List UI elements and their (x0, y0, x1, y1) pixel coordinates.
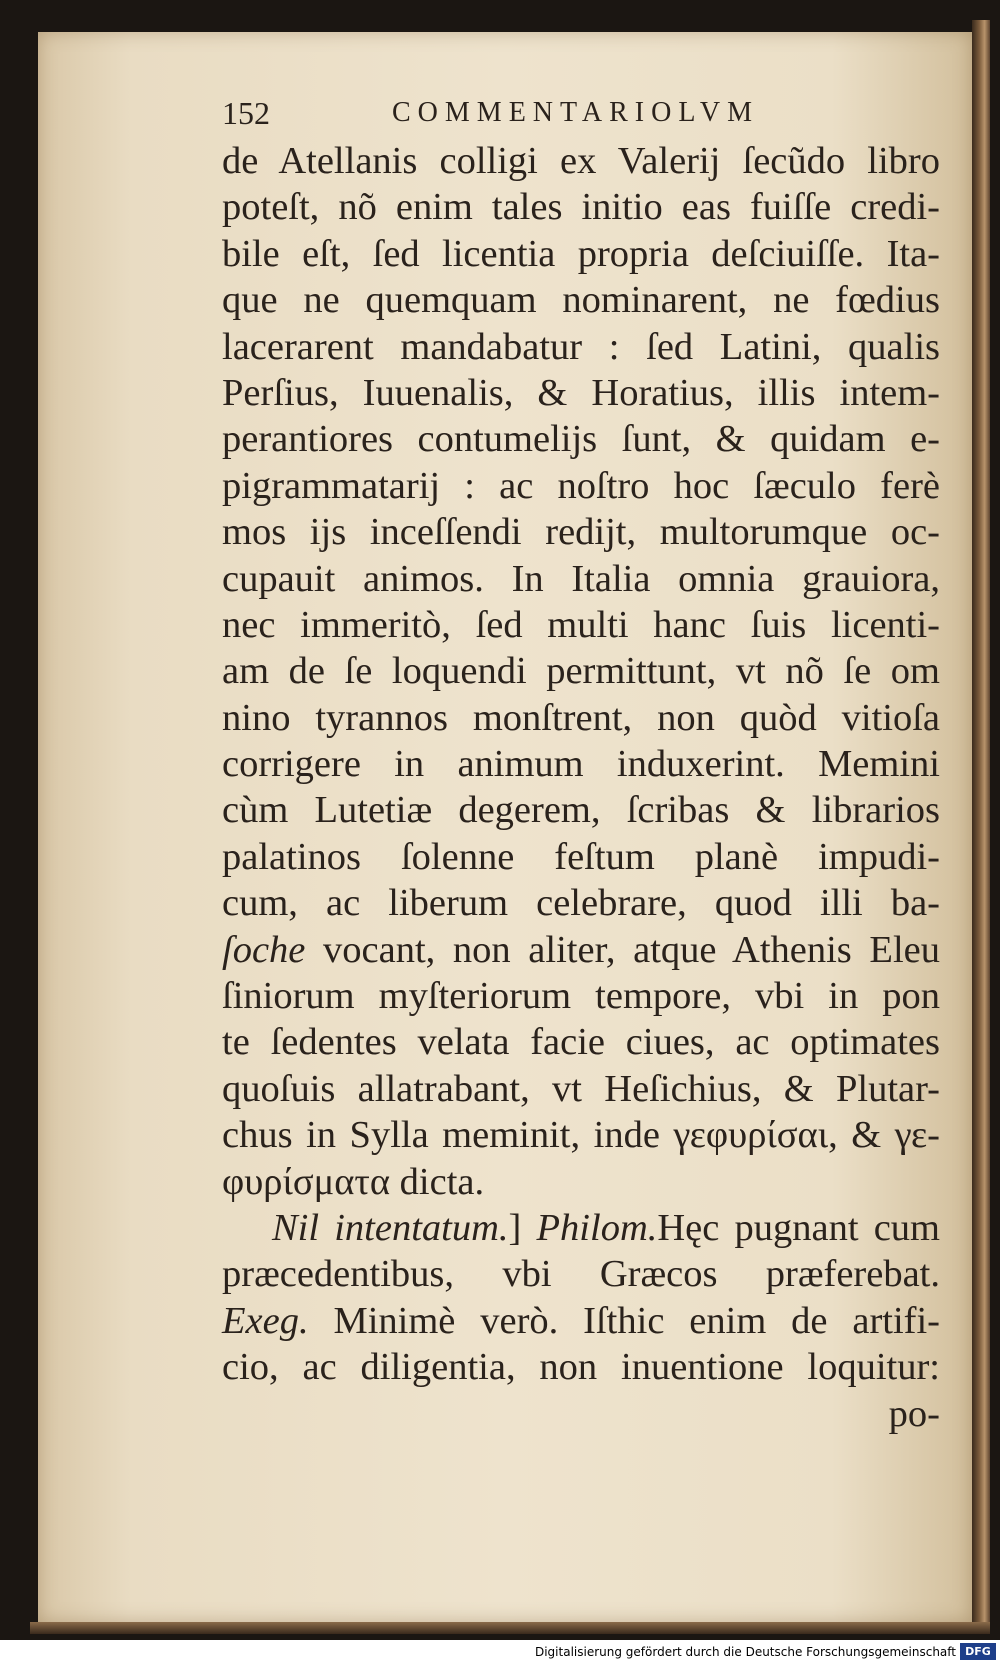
body-text (222, 138, 940, 1437)
text-line: te ſedentes velata facie ciues, ac optimates (222, 1021, 940, 1064)
text-line (222, 927, 940, 973)
running-title: COMMENTARIOLVM (392, 97, 759, 128)
text-line: chus in Sylla meminit, inde γεφυρίσαι, & γε- (222, 1114, 940, 1157)
speaker-philom: Philom. (536, 1206, 658, 1249)
catchword: po- (888, 1392, 940, 1435)
text-line: præcedentibus, vbi Græcos præferebat. (222, 1253, 940, 1296)
text-line: bile eſt, ſed licentia propria deſciuiſſe. Ita- (222, 232, 940, 275)
page-edge-bottom (30, 1622, 990, 1634)
text-line: mos ijs inceſſendi redijt, multorumque oc- (222, 511, 940, 554)
speaker-exeg: Exeg. (222, 1299, 309, 1342)
text-line: poteſt, nõ enim tales initio eas fuiſſe credi- (222, 186, 940, 229)
text-line: que ne quemquam nominarent, ne fœdius (222, 279, 940, 322)
text-line: corrigere in animum induxerint. Memini (222, 743, 940, 786)
text-span: Minimè verò. Iſthic enim de artifi- (308, 1299, 940, 1342)
italic-term: ſoche (222, 928, 306, 971)
funding-credit: Digitalisierung gefördert durch die Deutsche Forschungsgemeinschaft (534, 1645, 956, 1659)
page-edge-right (972, 20, 990, 1625)
text-line (222, 1298, 940, 1344)
text-line: palatinos ſolenne feſtum planè impudi- (222, 835, 940, 878)
text-line: am de ſe loquendi permittunt, vt nõ ſe om (222, 650, 940, 693)
bracket: ] (508, 1206, 537, 1249)
text-line: φυρίσματα dicta. (222, 1160, 485, 1203)
text-span: Hęc pugnant cum (657, 1206, 940, 1249)
text-line: ſiniorum myſteriorum tempore, vbi in pon (222, 975, 940, 1018)
text-line: perantiores contumelijs ſunt, & quidam e- (222, 418, 940, 461)
text-line: de Atellanis colligi ex Valerij ſecũdo libro (222, 140, 940, 182)
text-line: cum, ac liberum celebrare, quod illi ba- (222, 882, 940, 925)
text-line: cio, ac diligentia, non inuentione loquitur: (222, 1346, 940, 1389)
text-line: cupauit animos. In Italia omnia grauiora, (222, 557, 940, 600)
text-line: cùm Lutetiæ degerem, ſcribas & librarios (222, 789, 940, 832)
text-line: nino tyrannos monſtrent, non quòd vitioſa (222, 696, 940, 739)
running-head (222, 95, 942, 135)
text-line: quoſuis allatrabant, vt Heſichius, & Plutar- (222, 1067, 940, 1110)
page-number: 152 (222, 95, 270, 131)
text-span: vocant, non aliter, atque Athenis Eleu (305, 928, 940, 971)
text-line: nec immeritò, ſed multi hanc ſuis licenti- (222, 603, 940, 646)
text-line: pigrammatarij : ac noſtro hoc ſæculo ferè (222, 464, 940, 507)
text-line: Perſius, Iuuenalis, & Horatius, illis intem- (222, 371, 940, 414)
lemma: Nil intentatum. (272, 1206, 509, 1249)
text-line: lacerarent mandabatur : ſed Latini, qualis (222, 325, 940, 368)
lemma-line (222, 1205, 940, 1251)
dfg-logo: DFG (960, 1643, 996, 1660)
footer-bar (0, 1640, 1000, 1664)
